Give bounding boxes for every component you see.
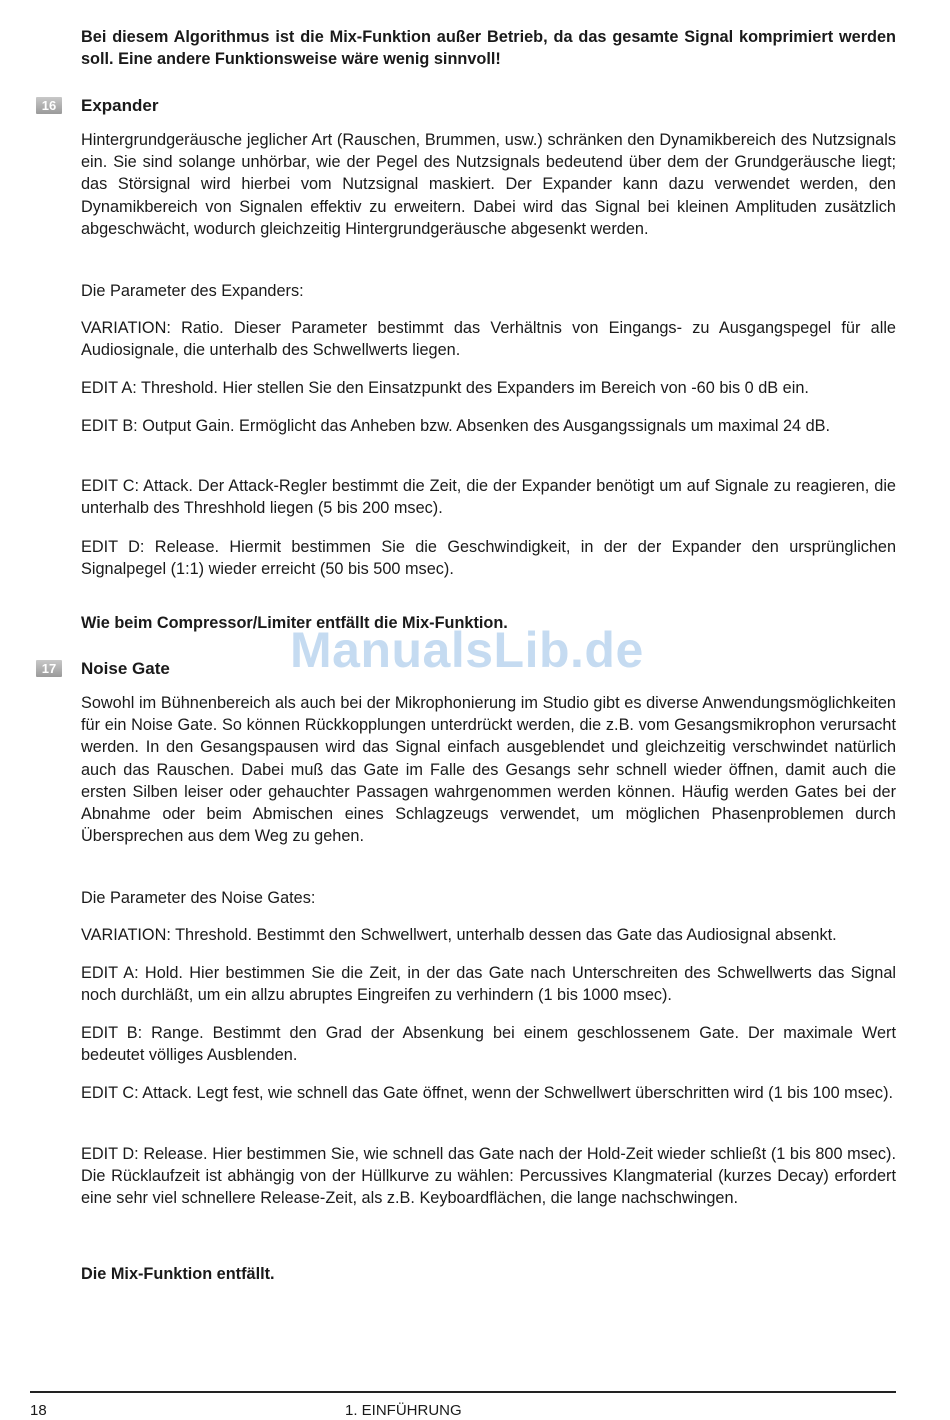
noise-gate-params-intro: Die Parameter des Noise Gates: — [81, 889, 316, 907]
expander-edit-d: EDIT D: Release. Hiermit bestimmen Sie die Geschwindigkeit, in der der Expander den ursprünglichen Signalpegel (1:1) wieder erreicht (50 bis 500 msec). — [81, 538, 896, 579]
noise-gate-description: Sowohl im Bühnenbereich als auch bei der Mikrophonierung im Studio gibt es diverse Anwendungsmöglichkeiten für ein Noise Gate. So können Rückkopplungen unterdrückt werden, die z.B. vom Gesangsmikrophon verursacht werden. In den Gesangspausen wird das Signal einfach ausgeblendet und gleichzeitig verschwindet natürlich auch das Rauschen. Dabei muß das Gate im Falle des Gesangs sehr schnell wieder öffnen, damit auch die ersten Silben leiser oder gehauchter Passagen wahrgenommen werden können. Häufig werden Gates bei der Abnahme oder beim Abmischen eines Schlagzeugs verwendet, um möglichen Phasenproblemen durch Übersprechen aus dem Weg zu gehen. — [81, 694, 896, 846]
chapter-title: 1. EINFÜHRUNG — [345, 1402, 462, 1419]
noise-gate-edit-b: EDIT B: Range. Bestimmt den Grad der Absenkung bei einem geschlossenem Gate. Der maximale Wert bedeutet völliges Ausblenden. — [81, 1024, 896, 1065]
expander-mix-note: Wie beim Compressor/Limiter entfällt die Mix-Funktion. — [81, 614, 508, 632]
noise-gate-edit-a: EDIT A: Hold. Hier bestimmen Sie die Zeit, in der das Gate nach Unterschreiten des Schwellwerts das Signal noch durchläßt, um ein allzu abruptes Eingreifen zu verhindern (1 bis 1000 msec). — [81, 964, 896, 1005]
noise-gate-edit-d: EDIT D: Release. Hier bestimmen Sie, wie schnell das Gate nach der Hold-Zeit wieder schließt (1 bis 800 msec). Die Rücklaufzeit ist abhängig von der Hüllkurve zu wählen: Percussives Klangmaterial (kurzes Decay) erfordert eine sehr viel schnellere Release-Zeit, als z.B. Keyboardflächen, die lange nachschwingen. — [81, 1145, 896, 1208]
watermark: ManualsLib.de — [290, 622, 644, 678]
noise-gate-heading: Noise Gate — [81, 659, 170, 678]
expander-params-intro: Die Parameter des Expanders: — [81, 282, 304, 300]
expander-edit-b: EDIT B: Output Gain. Ermöglicht das Anheben bzw. Absenken des Ausgangssignals um maximal 24 dB. — [81, 417, 831, 435]
expander-heading: Expander — [81, 96, 159, 115]
expander-description: Hintergrundgeräusche jeglicher Art (Rauschen, Brummen, usw.) schränken den Dynamikbereich des Nutzsignals ein. Sie sind solange unhörbar, wie der Pegel des Nutzsignals bedeutend über dem der Grundgeräusche liegt; das Störsignal wird hierbei vom Nutzsignal maskiert. Der Expander kann dazu verwendet werden, den Dynamikbereich von Signalen effektiv zu erweitern. Dabei wird das Signal bei kleinen Amplituden zusätzlich abgeschwächt, wodurch gleichzeitig Hintergrundgeräusche abgesenkt werden. — [81, 131, 896, 238]
expander-edit-a: EDIT A: Threshold. Hier stellen Sie den Einsatzpunkt des Expanders im Bereich von -60 bis 0 dB ein. — [81, 379, 809, 397]
expander-edit-c: EDIT C: Attack. Der Attack-Regler bestimmt die Zeit, die der Expander benötigt um auf Signale zu reagieren, die unterhalb des Threshhold liegen (5 bis 200 msec). — [81, 477, 896, 518]
section-number-badge: 16 — [36, 97, 62, 114]
page-number: 18 — [30, 1402, 47, 1419]
intro-note: Bei diesem Algorithmus ist die Mix-Funktion außer Betrieb, da das gesamte Signal komprimiert werden soll. Eine andere Funktionsweise wäre wenig sinnvoll! — [81, 28, 896, 69]
noise-gate-edit-c: EDIT C: Attack. Legt fest, wie schnell das Gate öffnet, wenn der Schwellwert überschritten wird (1 bis 100 msec). — [81, 1084, 894, 1102]
noise-gate-variation: VARIATION: Threshold. Bestimmt den Schwellwert, unterhalb dessen das Gate das Audiosignal absenkt. — [81, 926, 837, 944]
expander-variation: VARIATION: Ratio. Dieser Parameter bestimmt das Verhältnis von Eingangs- zu Ausgangspegel für alle Audiosignale, die unterhalb des Schwellwerts liegen. — [81, 319, 896, 360]
noise-gate-mix-note: Die Mix-Funktion entfällt. — [81, 1265, 275, 1283]
section-number-badge: 17 — [36, 660, 62, 677]
footer-divider — [30, 1391, 896, 1393]
